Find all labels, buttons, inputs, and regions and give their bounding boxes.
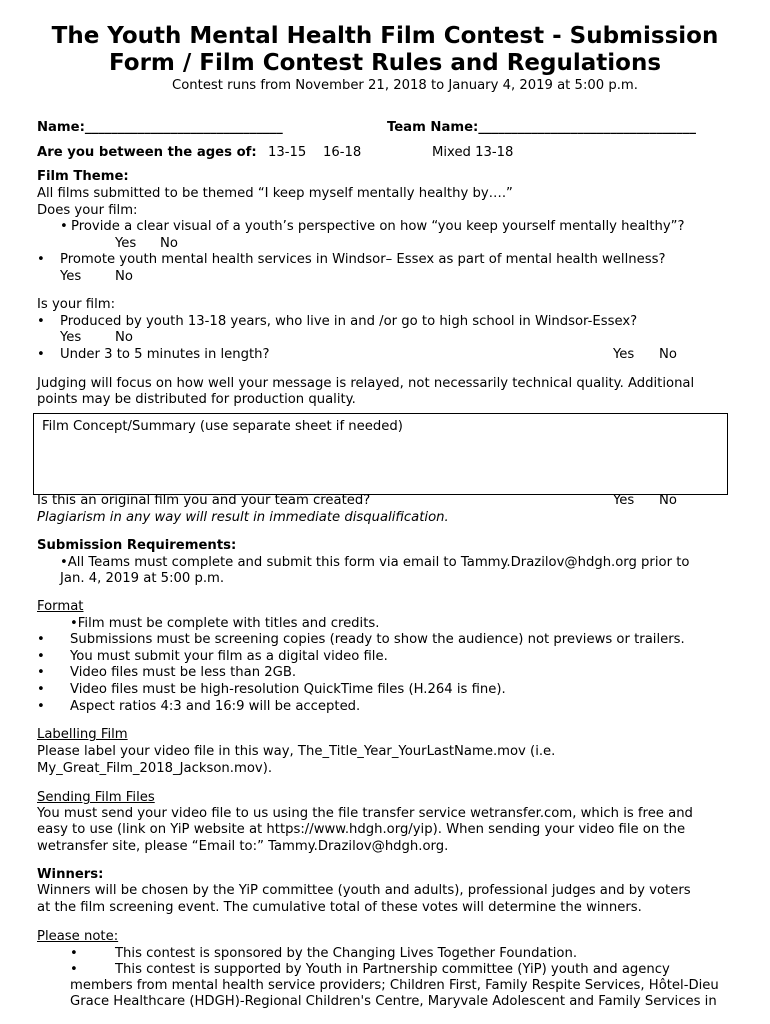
bullet-icon: • — [37, 632, 45, 647]
does-your-film: Does your film: — [37, 203, 138, 218]
film-question-2: Under 3 to 5 minutes in length? — [60, 347, 270, 362]
bullet-icon: • — [37, 252, 45, 267]
team-name-field: Team Name:_________________________________ — [387, 120, 696, 135]
submission-heading: Submission Requirements: — [37, 538, 237, 553]
judging-line-1: Judging will focus on how well your message is relayed, not necessarily technical quality. Additional — [37, 376, 695, 391]
page-title-line2: Form / Film Contest Rules and Regulations — [108, 50, 662, 76]
note-item-2: This contest is supported by Youth in Partnership committee (YiP) youth and agency — [115, 962, 670, 977]
page-title: The Youth Mental Health Film Contest - Submission — [51, 23, 719, 49]
contest-dates: Contest runs from November 21, 2018 to January 4, 2019 at 5:00 p.m. — [172, 78, 638, 93]
film-concept-label: Film Concept/Summary (use separate sheet if needed) — [42, 419, 403, 434]
format-item: Video files must be less than 2GB. — [70, 665, 297, 680]
bullet-icon: • — [37, 665, 45, 680]
bullet-icon: • — [60, 219, 68, 234]
is-your-film: Is your film: — [37, 297, 116, 312]
original-no: No — [659, 493, 677, 508]
bullet-icon: • — [37, 682, 45, 697]
judging-line-2: points may be distributed for production quality. — [37, 392, 356, 407]
bullet-icon: • — [37, 347, 45, 362]
theme-heading: Film Theme: — [37, 169, 129, 184]
theme-q1-yes: Yes — [115, 236, 137, 251]
theme-question-2: Promote youth mental health services in Windsor– Essex as part of mental health wellness? — [60, 252, 666, 267]
sending-heading: Sending Film Files — [37, 790, 155, 805]
note-heading: Please note: — [37, 929, 119, 944]
age-option-13-15: 13-15 — [268, 145, 307, 160]
format-item: Aspect ratios 4:3 and 16:9 will be accepted. — [70, 699, 361, 714]
bullet-icon: • — [70, 946, 78, 961]
theme-q2-no: No — [115, 269, 133, 284]
bullet-icon: • — [37, 649, 45, 664]
film-q1-no: No — [115, 330, 133, 345]
labelling-heading: Labelling Film — [37, 727, 128, 742]
age-option-mixed: Mixed 13-18 — [432, 145, 514, 160]
note-item-1: This contest is sponsored by the Changing Lives Together Foundation. — [115, 946, 578, 961]
format-item: You must submit your film as a digital video file. — [70, 649, 388, 664]
bullet-icon: • — [37, 699, 45, 714]
film-q1-yes: Yes — [60, 330, 82, 345]
sending-line-1: You must send your video file to us using the file transfer service wetransfer.com, which is free and — [37, 806, 693, 821]
age-option-16-18: 16-18 — [323, 145, 362, 160]
bullet-icon: • — [37, 314, 45, 329]
plagiarism-warning: Plagiarism in any way will result in immediate disqualification. — [37, 510, 449, 525]
theme-question-1: Provide a clear visual of a youth’s perspective on how “you keep yourself mentally healthy”? — [71, 219, 685, 234]
format-item: Video files must be high-resolution QuickTime files (H.264 is fine). — [70, 682, 506, 697]
winners-heading: Winners: — [37, 867, 104, 882]
original-question: Is this an original film you and your team created? — [37, 493, 371, 508]
winners-line-2: at the film screening event. The cumulative total of these votes will determine the winners. — [37, 900, 642, 915]
film-q2-no: No — [659, 347, 677, 362]
sending-line-3: wetransfer site, please “Email to:” Tammy.Drazilov@hdgh.org. — [37, 839, 449, 854]
name-field: Name:______________________________ — [37, 120, 283, 135]
format-item-first: •Film must be complete with titles and credits. — [70, 616, 380, 631]
theme-line: All films submitted to be themed “I keep myself mentally healthy by….” — [37, 186, 513, 201]
labelling-line-2: My_Great_Film_2018_Jackson.mov). — [37, 761, 273, 776]
film-q2-yes: Yes — [613, 347, 635, 362]
theme-q1-no: No — [160, 236, 178, 251]
note-item-2-cont: Grace Healthcare (HDGH)-Regional Children's Centre, Maryvale Adolescent and Family Services in — [70, 994, 717, 1009]
sending-line-2: easy to use (link on YiP website at https://www.hdgh.org/yip). When sending your video file on the — [37, 822, 686, 837]
format-item: Submissions must be screening copies (ready to show the audience) not previews or trailers. — [70, 632, 685, 647]
note-item-2-cont: members from mental health service providers; Children First, Family Respite Services, Hôtel-Dieu — [70, 978, 719, 993]
submission-line-1: •All Teams must complete and submit this form via email to Tammy.Drazilov@hdgh.org prior to — [60, 555, 690, 570]
submission-line-2: Jan. 4, 2019 at 5:00 p.m. — [60, 571, 225, 586]
labelling-line-1: Please label your video file in this way, The_Title_Year_YourLastName.mov (i.e. — [37, 744, 556, 759]
winners-line-1: Winners will be chosen by the YiP committee (youth and adults), professional judges and by voters — [37, 883, 691, 898]
original-yes: Yes — [613, 493, 635, 508]
theme-q2-yes: Yes — [60, 269, 82, 284]
film-question-1: Produced by youth 13-18 years, who live in and /or go to high school in Windsor-Essex? — [60, 314, 638, 329]
bullet-icon: • — [70, 962, 78, 977]
format-heading: Format — [37, 599, 84, 614]
ages-label: Are you between the ages of: — [37, 145, 257, 160]
